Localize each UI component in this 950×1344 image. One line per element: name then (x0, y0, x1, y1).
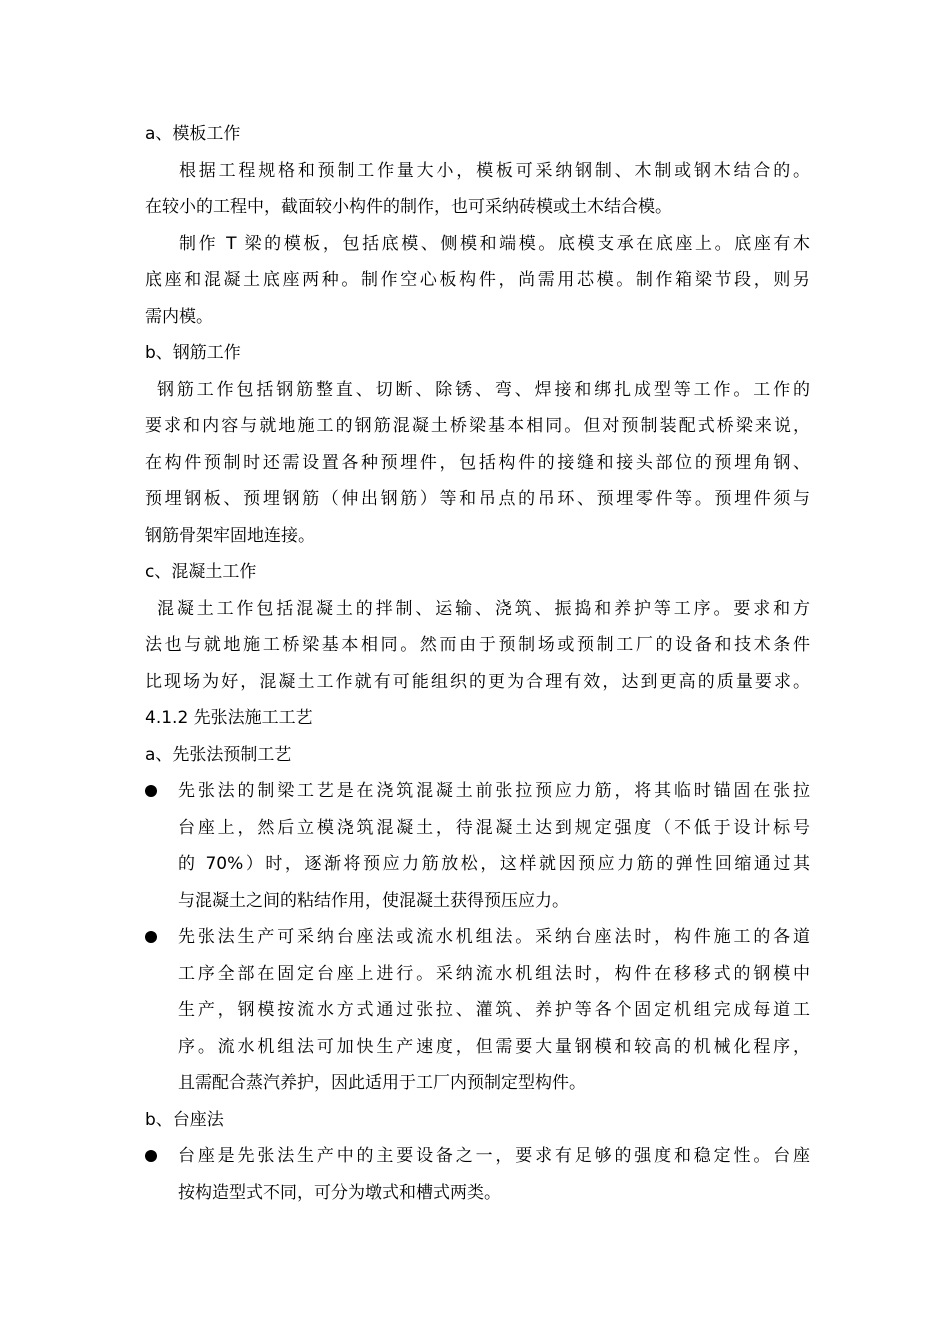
bullet-line: 台座是先张法生产中的主要设备之一，要求有足够的强度和稳定性。台座 (178, 1146, 810, 1166)
document-body (145, 116, 810, 1211)
paragraph-line: 在构件预制时还需设置各种预埋件，包括构件的接缝和接头部位的预埋角钢、 (145, 452, 810, 473)
paragraph-line: 需内模。 (145, 306, 213, 327)
bullet-item (145, 1138, 810, 1211)
section-heading-4-1-2: 4.1.2 先张法施工工艺 (145, 708, 313, 728)
paragraph-line: 要求和内容与就地施工的钢筋混凝土桥梁基本相同。但对预制装配式桥梁来说， (145, 416, 810, 436)
paragraph-line: 在较小的工程中，截面较小构件的制作，也可采纳砖模或土木结合模。 (145, 197, 672, 217)
paragraph-line: 底座和混凝土底座两种。制作空心板构件，尚需用芯模。制作箱梁节段，则另 (145, 270, 810, 290)
bullet-line: 且需配合蒸汽养护，因此适用于工厂内预制定型构件。 (178, 1073, 586, 1093)
bullet-item (145, 773, 810, 919)
bullet-dot-icon (145, 931, 157, 943)
bullet-line: 台座上，然后立模浇筑混凝土，待混凝土达到规定强度（不低于设计标号 (178, 817, 810, 838)
paragraph-line: 预埋钢板、预埋钢筋（伸出钢筋）等和吊点的吊环、预埋零件等。预埋件须与 (145, 489, 810, 509)
bullet-line: 先张法生产可采纳台座法或流水机组法。采纳台座法时，构件施工的各道 (178, 927, 810, 947)
subsection-heading-pretension: a、先张法预制工艺 (145, 744, 292, 765)
paragraph-line: 钢筋骨架牢固地连接。 (145, 525, 315, 546)
subsection-heading-bench-method: b、台座法 (145, 1109, 224, 1130)
bullet-line: 的 70%）时，逐渐将预应力筋放松，这样就因预应力筋的弹性回缩通过其 (178, 854, 810, 874)
paragraph-line: 钢筋工作包括钢筋整直、切断、除锈、弯、焊接和绑扎成型等工作。工作的 (157, 379, 810, 400)
bullet-line: 生产，钢模按流水方式通过张拉、灌筑、养护等各个固定机组完成每道工 (178, 1000, 810, 1020)
bullet-item (145, 919, 810, 1102)
bullet-line: 先张法的制梁工艺是在浇筑混凝土前张拉预应力筋，将其临时锚固在张拉 (178, 781, 810, 801)
bullet-line: 序。流水机组法可加快生产速度，但需要大量钢模和较高的机械化程序， (178, 1036, 810, 1057)
paragraph-line: 制作 T 梁的模板，包括底模、侧模和端模。底模支承在底座上。底座有木 (179, 233, 810, 254)
bullet-dot-icon (145, 1150, 157, 1162)
paragraph-line: 根据工程规格和预制工作量大小，模板可采纳钢制、木制或钢木结合的。 (179, 160, 810, 181)
paragraph-line: 混凝土工作包括混凝土的拌制、运输、浇筑、振捣和养护等工序。要求和方 (157, 598, 810, 619)
bullet-line: 工序全部在固定台座上进行。采纳流水机组法时，构件在移移式的钢模中 (178, 963, 810, 984)
section-heading-rebar: b、钢筋工作 (145, 343, 241, 363)
paragraph-line: 法也与就地施工桥梁基本相同。然而由于预制场或预制工厂的设备和技术条件 (145, 635, 810, 655)
bullet-dot-icon (145, 785, 157, 797)
bullet-line: 与混凝土之间的粘结作用，使混凝土获得预压应力。 (178, 890, 569, 911)
bullet-line: 按构造型式不同，可分为墩式和槽式两类。 (178, 1182, 501, 1203)
paragraph-line: 比现场为好，混凝土工作就有可能组织的更为合理有效，达到更高的质量要求。 (145, 671, 810, 692)
section-heading-concrete: c、混凝土工作 (145, 562, 257, 582)
section-heading-formwork: a、模板工作 (145, 124, 241, 144)
